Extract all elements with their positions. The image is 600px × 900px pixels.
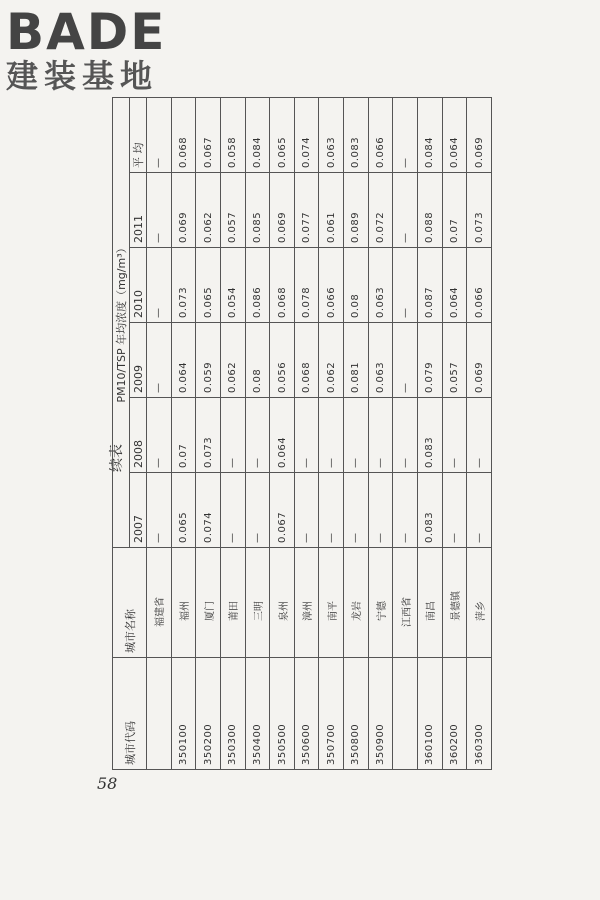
value-cell: 0.083 [344, 97, 369, 172]
value-cell: — [393, 248, 418, 323]
value-cell: 0.066 [319, 248, 344, 323]
value-cell: 0.063 [368, 248, 393, 323]
value-cell: — [442, 473, 467, 548]
value-cell: 0.056 [270, 323, 295, 398]
value-cell: — [147, 173, 172, 248]
value-cell: 0.073 [196, 398, 221, 473]
value-cell: — [147, 473, 172, 548]
value-cell: 0.085 [245, 173, 270, 248]
city-code-cell: 350600 [294, 658, 319, 770]
value-cell: 0.087 [418, 248, 443, 323]
city-name-cell: 莆田 [220, 548, 245, 658]
logo [6, 3, 181, 96]
header-year: 2007 [130, 473, 147, 548]
value-cell: 0.068 [171, 97, 196, 172]
table-row [442, 97, 467, 769]
city-name-cell: 厦门 [196, 548, 221, 658]
city-code-cell [393, 658, 418, 770]
header-concentration: PM10/TSP 年均浓度（mg/m³） [113, 97, 130, 547]
value-cell: 0.074 [294, 97, 319, 172]
value-cell: 0.066 [368, 97, 393, 172]
value-cell: 0.063 [319, 97, 344, 172]
table-body [147, 97, 492, 769]
value-cell: 0.083 [418, 473, 443, 548]
city-name-cell: 南平 [319, 548, 344, 658]
value-cell: — [220, 473, 245, 548]
value-cell: 0.083 [418, 398, 443, 473]
value-cell: — [220, 398, 245, 473]
page-number: 58 [97, 774, 118, 793]
data-table [112, 97, 492, 770]
value-cell: 0.054 [220, 248, 245, 323]
city-name-cell: 漳州 [294, 548, 319, 658]
value-cell: 0.08 [245, 323, 270, 398]
city-code-cell: 350900 [368, 658, 393, 770]
value-cell: 0.069 [270, 173, 295, 248]
value-cell: — [245, 473, 270, 548]
value-cell: 0.07 [442, 173, 467, 248]
value-cell: 0.072 [368, 173, 393, 248]
header-city-code: 城市代码 [113, 658, 147, 770]
value-cell: 0.057 [220, 173, 245, 248]
page-title: 续表 [109, 444, 125, 472]
value-cell: 0.067 [196, 97, 221, 172]
table-row [319, 97, 344, 769]
city-code-cell: 360200 [442, 658, 467, 770]
table-row [147, 97, 172, 769]
city-name-cell: 江西省 [393, 548, 418, 658]
value-cell: 0.079 [418, 323, 443, 398]
table-row [270, 97, 295, 769]
value-cell: — [467, 473, 492, 548]
value-cell: 0.062 [319, 323, 344, 398]
header-year: 2011 [130, 173, 147, 248]
value-cell: 0.089 [344, 173, 369, 248]
value-cell: 0.084 [245, 97, 270, 172]
city-code-cell: 350700 [319, 658, 344, 770]
city-name-cell: 南昌 [418, 548, 443, 658]
value-cell: 0.084 [418, 97, 443, 172]
data-table-container [112, 98, 492, 770]
value-cell: 0.065 [196, 248, 221, 323]
header-year: 2009 [130, 323, 147, 398]
city-name-cell: 泉州 [270, 548, 295, 658]
value-cell: — [393, 97, 418, 172]
value-cell: 0.069 [171, 173, 196, 248]
header-year: 2010 [130, 248, 147, 323]
city-name-cell: 福州 [171, 548, 196, 658]
value-cell: 0.068 [270, 248, 295, 323]
value-cell: 0.062 [196, 173, 221, 248]
city-name-cell: 宁德 [368, 548, 393, 658]
value-cell: 0.088 [418, 173, 443, 248]
city-name-cell: 景德镇 [442, 548, 467, 658]
city-code-cell: 350500 [270, 658, 295, 770]
value-cell: — [393, 323, 418, 398]
value-cell: 0.069 [467, 323, 492, 398]
value-cell: 0.069 [467, 97, 492, 172]
city-code-cell: 350300 [220, 658, 245, 770]
value-cell: — [294, 473, 319, 548]
value-cell: 0.07 [171, 398, 196, 473]
city-code-cell: 350400 [245, 658, 270, 770]
table-row [418, 97, 443, 769]
value-cell: 0.068 [294, 323, 319, 398]
table-row [220, 97, 245, 769]
logo-brand: BADE [6, 3, 167, 61]
city-code-cell: 350100 [171, 658, 196, 770]
value-cell: 0.066 [467, 248, 492, 323]
header-year: 平 均 [130, 97, 147, 172]
table-row [171, 97, 196, 769]
table-row [344, 97, 369, 769]
value-cell: 0.073 [467, 173, 492, 248]
value-cell: 0.077 [294, 173, 319, 248]
value-cell: — [344, 473, 369, 548]
value-cell: 0.064 [171, 323, 196, 398]
value-cell: 0.057 [442, 323, 467, 398]
city-code-cell: 360100 [418, 658, 443, 770]
value-cell: — [147, 97, 172, 172]
value-cell: 0.064 [442, 248, 467, 323]
value-cell: — [368, 398, 393, 473]
value-cell: 0.061 [319, 173, 344, 248]
value-cell: 0.08 [344, 248, 369, 323]
header-city-name: 城市名称 [113, 548, 147, 658]
value-cell: — [319, 398, 344, 473]
value-cell: — [368, 473, 393, 548]
value-cell: — [442, 398, 467, 473]
city-name-cell: 三明 [245, 548, 270, 658]
value-cell: — [147, 248, 172, 323]
table-row [467, 97, 492, 769]
value-cell: — [467, 398, 492, 473]
value-cell: 0.086 [245, 248, 270, 323]
value-cell: 0.078 [294, 248, 319, 323]
value-cell: 0.065 [270, 97, 295, 172]
header-year: 2008 [130, 398, 147, 473]
value-cell: — [294, 398, 319, 473]
value-cell: 0.058 [220, 97, 245, 172]
table-row [393, 97, 418, 769]
table-row [196, 97, 221, 769]
value-cell: — [319, 473, 344, 548]
value-cell: 0.064 [270, 398, 295, 473]
city-name-cell: 萍乡 [467, 548, 492, 658]
table-row [294, 97, 319, 769]
city-code-cell: 350200 [196, 658, 221, 770]
table-header-row [113, 97, 130, 769]
value-cell: 0.063 [368, 323, 393, 398]
city-code-cell: 360300 [467, 658, 492, 770]
value-cell: — [393, 173, 418, 248]
value-cell: 0.073 [171, 248, 196, 323]
city-name-cell: 福建省 [147, 548, 172, 658]
value-cell: 0.067 [270, 473, 295, 548]
table-row [368, 97, 393, 769]
value-cell: 0.065 [171, 473, 196, 548]
value-cell: — [393, 473, 418, 548]
value-cell: — [147, 398, 172, 473]
value-cell: 0.081 [344, 323, 369, 398]
value-cell: — [245, 398, 270, 473]
value-cell: 0.059 [196, 323, 221, 398]
city-code-cell [147, 658, 172, 770]
value-cell: — [147, 323, 172, 398]
value-cell: 0.062 [220, 323, 245, 398]
value-cell: — [344, 398, 369, 473]
value-cell: 0.064 [442, 97, 467, 172]
city-name-cell: 龙岩 [344, 548, 369, 658]
value-cell: — [393, 398, 418, 473]
table-row [245, 97, 270, 769]
city-code-cell: 350800 [344, 658, 369, 770]
value-cell: 0.074 [196, 473, 221, 548]
logo-subtitle: 建装基地 [6, 57, 159, 95]
